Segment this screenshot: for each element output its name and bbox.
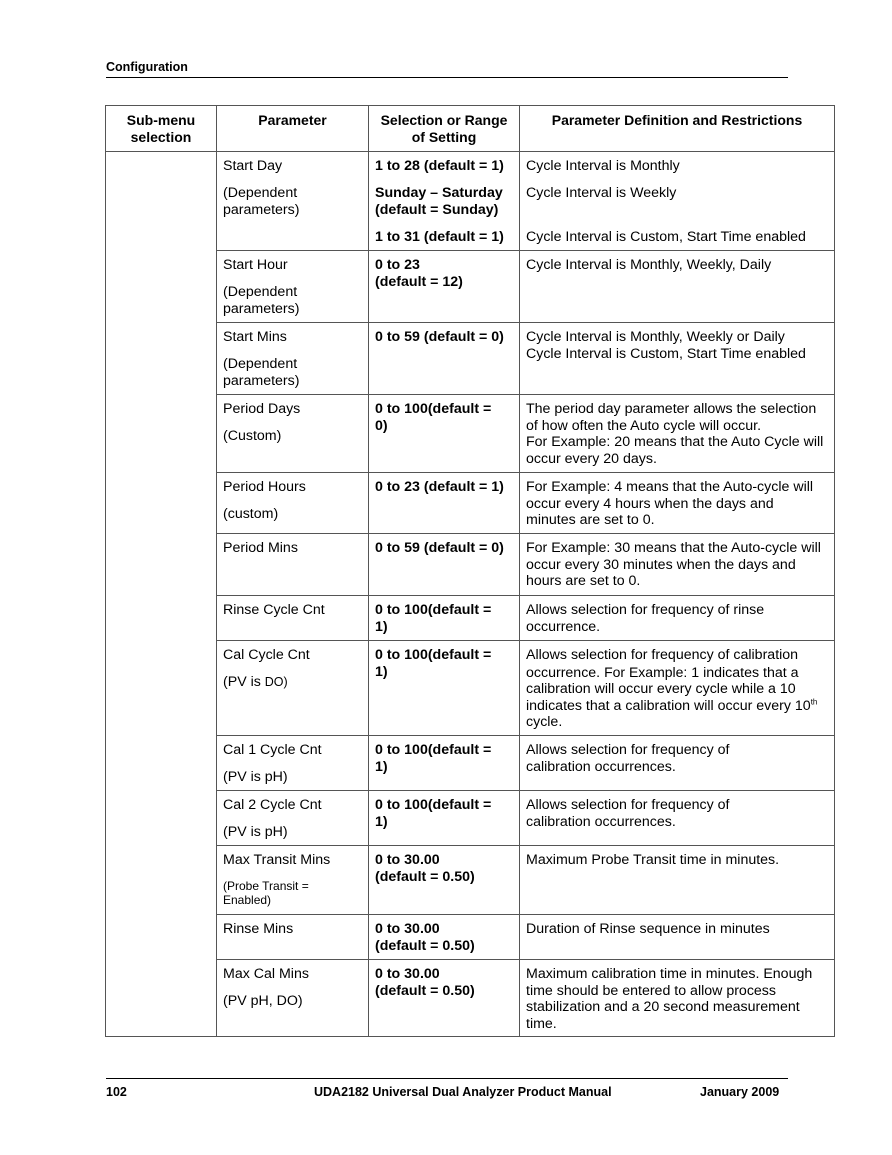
range-cell — [369, 395, 520, 473]
page-footer — [106, 1078, 788, 1099]
definition-text: Allows selection for frequency of calibration occurrences. — [526, 796, 730, 830]
parameter-cell — [217, 914, 369, 959]
parameter-name: Start Day — [223, 158, 283, 174]
parameter-cell — [217, 251, 369, 323]
parameter-name: Rinse Mins — [223, 920, 294, 937]
definition-part: th — [810, 697, 818, 707]
range-value: 0 to 30.00 (default = 0.50) — [375, 920, 475, 954]
parameter-note: (Dependent parameters) — [223, 284, 300, 317]
range-cell — [369, 534, 520, 596]
parameter-cell — [217, 152, 369, 251]
definition-part: For Example: — [604, 663, 688, 680]
range-value: 0 to 59 (default = 0) — [375, 329, 504, 345]
definition-part: 1 indicates that a calibration will occur every cycle while a 10 indicates that a calibration will occur every 10 — [526, 664, 811, 714]
definition-cell — [520, 395, 835, 473]
definition-cell — [520, 959, 835, 1036]
parameter-name: Period Days — [223, 401, 301, 417]
definition-cell — [520, 323, 835, 395]
range-value: 1 to 28 (default = 1) — [375, 158, 504, 174]
definition-cell — [520, 251, 835, 323]
range-cell — [369, 473, 520, 534]
parameter-note: (Dependent parameters) — [223, 185, 300, 218]
definition-cell — [520, 735, 835, 790]
parameter-name: Rinse Cycle Cnt — [223, 602, 325, 618]
definition-text: The period day parameter allows the selection of how often the Auto cycle will occur. — [526, 401, 817, 434]
parameter-cell — [217, 735, 369, 790]
definition-text: Maximum Probe Transit time in minutes. — [526, 851, 780, 868]
range-value: 0 to 59 (default = 0) — [375, 540, 504, 556]
definition-cell — [520, 845, 835, 914]
range-cell — [369, 735, 520, 790]
definition-part: cycle. — [526, 714, 563, 731]
range-value: 0 to 100(default = 1) — [375, 602, 492, 635]
parameter-name: Period Mins — [223, 540, 298, 556]
definition-text: Maximum calibration time in minutes. Enough time should be entered to allow process stabilization and a 20 second measurement time. — [526, 965, 813, 1032]
range-value: 0 to 100(default = 1) — [375, 796, 492, 830]
parameter-cell — [217, 790, 369, 845]
parameter-note: (PV is pH) — [223, 824, 288, 841]
parameter-name: Cal Cycle Cnt — [223, 647, 310, 663]
parameter-note — [223, 674, 361, 691]
range-value: 0 to 23 (default = 12) — [375, 257, 463, 290]
parameter-name: Cal 1 Cycle Cnt — [223, 741, 322, 758]
manual-title: UDA2182 Universal Dual Analyzer Product Manual — [314, 1085, 612, 1099]
definition-text: For Example: 20 means that the Auto Cycle will occur every 20 days. — [526, 434, 824, 467]
parameter-cell — [217, 596, 369, 641]
running-header — [106, 58, 788, 78]
range-value: 0 to 23 (default = 1) — [375, 479, 504, 495]
parameter-table — [105, 105, 835, 1037]
definition-text: Cycle Interval is Custom, Start Time enabled — [526, 228, 806, 245]
definition-text: Cycle Interval is Monthly, Weekly, Daily — [526, 257, 772, 273]
definition-text: Cycle Interval is Weekly — [526, 185, 677, 202]
parameter-note-part: (PV is — [223, 674, 265, 691]
range-value: 0 to 100(default = 1) — [375, 647, 492, 680]
parameter-note: (Dependent parameters) — [223, 356, 300, 389]
column-header: Parameter Definition and Restrictions — [520, 106, 835, 152]
section-title: Configuration — [106, 60, 188, 74]
parameter-name: Start Mins — [223, 329, 287, 345]
definition-text: Allows selection for frequency of calibration occurrences. — [526, 741, 730, 775]
definition-cell — [520, 152, 835, 251]
parameter-note: (custom) — [223, 506, 279, 523]
parameter-note: (PV pH, DO) — [223, 993, 303, 1010]
range-value: Sunday – Saturday (default = Sunday) — [375, 185, 503, 218]
parameter-note: (PV is pH) — [223, 769, 288, 786]
parameter-name: Start Hour — [223, 257, 288, 273]
column-header: Sub-menu selection — [106, 106, 217, 152]
range-cell — [369, 323, 520, 395]
parameter-note-part: DO) — [264, 675, 288, 690]
publication-date: January 2009 — [700, 1085, 780, 1099]
range-cell — [369, 596, 520, 641]
range-cell — [369, 641, 520, 736]
parameter-name: Period Hours — [223, 479, 306, 495]
definition-text: Duration of Rinse sequence in minutes — [526, 920, 770, 937]
table-row — [106, 152, 835, 251]
range-cell — [369, 845, 520, 914]
definition-cell — [520, 596, 835, 641]
definition-text: Cycle Interval is Monthly — [526, 158, 680, 174]
range-value: 0 to 100(default = 0) — [375, 401, 492, 434]
parameter-cell — [217, 323, 369, 395]
range-cell — [369, 959, 520, 1036]
table-header-row — [106, 106, 835, 152]
parameter-note: (Probe Transit = Enabled) — [223, 879, 309, 908]
definition-text: For Example: 4 means that the Auto-cycle will occur every 4 hours when the days and minutes are set to 0. — [526, 479, 814, 529]
parameter-name: Max Cal Mins — [223, 965, 309, 982]
parameter-name: Cal 2 Cycle Cnt — [223, 796, 322, 813]
definition-text: Cycle Interval is Custom, Start Time enabled — [526, 345, 806, 362]
range-value: 0 to 30.00 (default = 0.50) — [375, 965, 475, 999]
definition-cell — [520, 534, 835, 596]
range-cell — [369, 251, 520, 323]
parameter-note: (Custom) — [223, 428, 282, 445]
parameter-cell — [217, 395, 369, 473]
definition-cell — [520, 473, 835, 534]
range-cell — [369, 914, 520, 959]
range-value: 0 to 30.00 (default = 0.50) — [375, 851, 475, 885]
parameter-cell — [217, 959, 369, 1036]
definition-text: Allows selection for frequency of rinse occurrence. — [526, 602, 765, 635]
definition-cell — [520, 790, 835, 845]
range-cell — [369, 790, 520, 845]
parameter-cell — [217, 845, 369, 914]
definition-cell — [520, 914, 835, 959]
definition-part: Allows selection for frequency of calibration occurrence. — [526, 647, 799, 681]
definition-text — [526, 647, 827, 731]
parameter-cell — [217, 641, 369, 736]
column-header: Selection or Range of Setting — [369, 106, 520, 152]
parameter-cell — [217, 534, 369, 596]
definition-cell — [520, 641, 835, 736]
parameter-cell — [217, 473, 369, 534]
range-value: 1 to 31 (default = 1) — [375, 228, 504, 245]
definition-text: For Example: 30 means that the Auto-cycle will occur every 30 minutes when the days and hours are set to 0. — [526, 540, 821, 590]
page-number: 102 — [106, 1085, 127, 1099]
definition-text: Cycle Interval is Monthly, Weekly or Daily — [526, 329, 785, 345]
parameter-name: Max Transit Mins — [223, 851, 331, 868]
range-value: 0 to 100(default = 1) — [375, 741, 492, 775]
submenu-cell — [106, 152, 217, 1037]
column-header: Parameter — [217, 106, 369, 152]
range-cell — [369, 152, 520, 251]
